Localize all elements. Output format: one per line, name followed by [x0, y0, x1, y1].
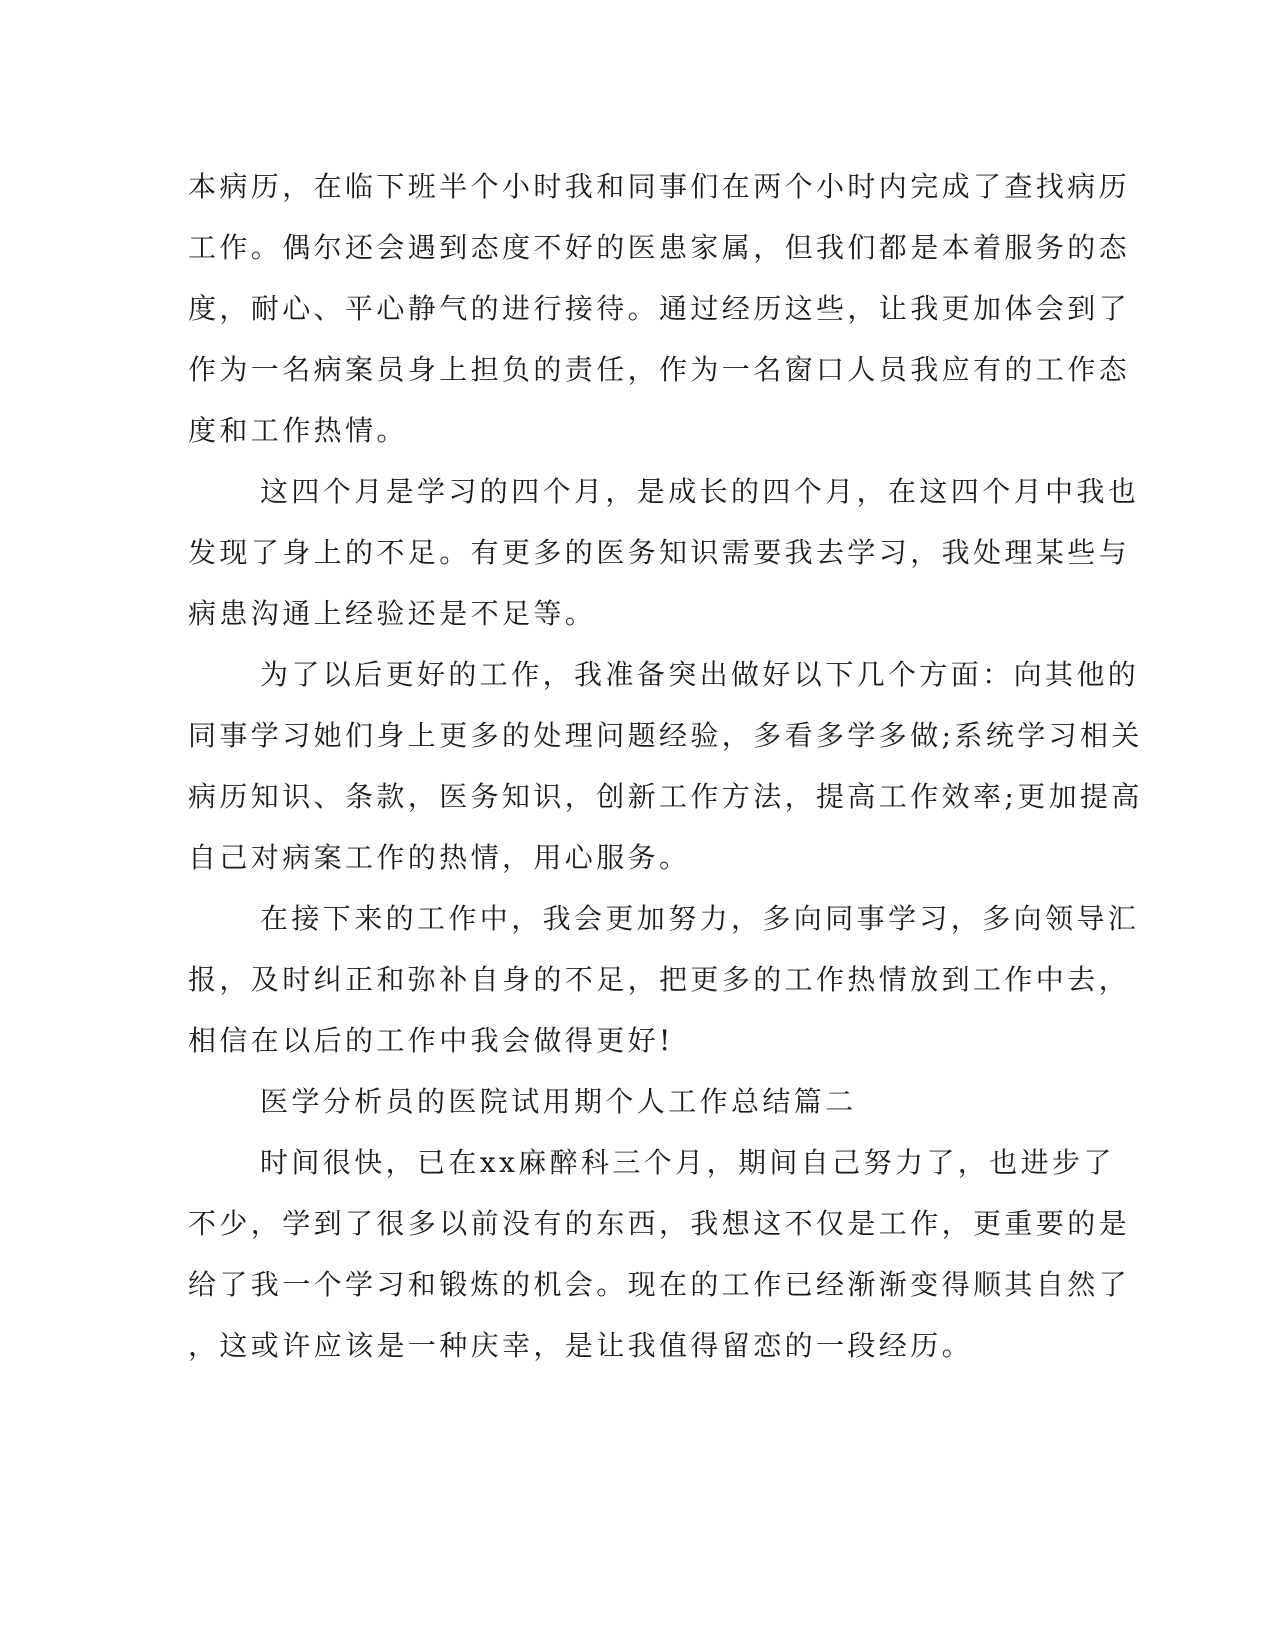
text-line: 病患沟通上经验还是不足等。: [188, 597, 597, 630]
text-line: 同事学习她们身上更多的处理问题经验，多看多学多做;系统学习相关: [188, 719, 1143, 752]
paragraph-start-line: 时间很快，已在xx麻醉科三个月，期间自己努力了，也进步了: [260, 1146, 1115, 1179]
text-line: 病历知识、条款，医务知识，创新工作方法，提高工作效率;更加提高: [188, 780, 1143, 813]
text-line: 不少，学到了很多以前没有的东西，我想这不仅是工作，更重要的是: [188, 1207, 1131, 1240]
paragraph-start-line: 为了以后更好的工作，我准备突出做好以下几个方面：向其他的: [260, 658, 1140, 691]
text-line: 工作。偶尔还会遇到态度不好的医患家属，但我们都是本着服务的态: [188, 231, 1131, 264]
text-line: 报，及时纠正和弥补自身的不足，把更多的工作热情放到工作中去，: [188, 963, 1131, 996]
text-line: 自己对病案工作的热情，用心服务。: [188, 841, 691, 874]
document-body: [188, 156, 1143, 1376]
text-line: 本病历，在临下班半个小时我和同事们在两个小时内完成了查找病历: [188, 170, 1131, 203]
text-line: 度和工作热情。: [188, 414, 408, 447]
text-line: ，这或许应该是一种庆幸，是让我值得留恋的一段经历。: [188, 1329, 974, 1362]
text-line: 作为一名病案员身上担负的责任，作为一名窗口人员我应有的工作态: [188, 353, 1131, 386]
paragraph-start-line: 这四个月是学习的四个月，是成长的四个月，在这四个月中我也: [260, 475, 1140, 508]
paragraph-start-line: 在接下来的工作中，我会更加努力，多向同事学习，多向领导汇: [260, 902, 1140, 935]
text-line: 相信在以后的工作中我会做得更好!: [188, 1024, 674, 1057]
text-line: 度，耐心、平心静气的进行接待。通过经历这些，让我更加体会到了: [188, 292, 1131, 325]
section-heading: 医学分析员的医院试用期个人工作总结篇二: [260, 1085, 857, 1118]
text-line: 给了我一个学习和锻炼的机会。现在的工作已经渐渐变得顺其自然了: [188, 1268, 1131, 1301]
text-line: 发现了身上的不足。有更多的医务知识需要我去学习，我处理某些与: [188, 536, 1131, 569]
